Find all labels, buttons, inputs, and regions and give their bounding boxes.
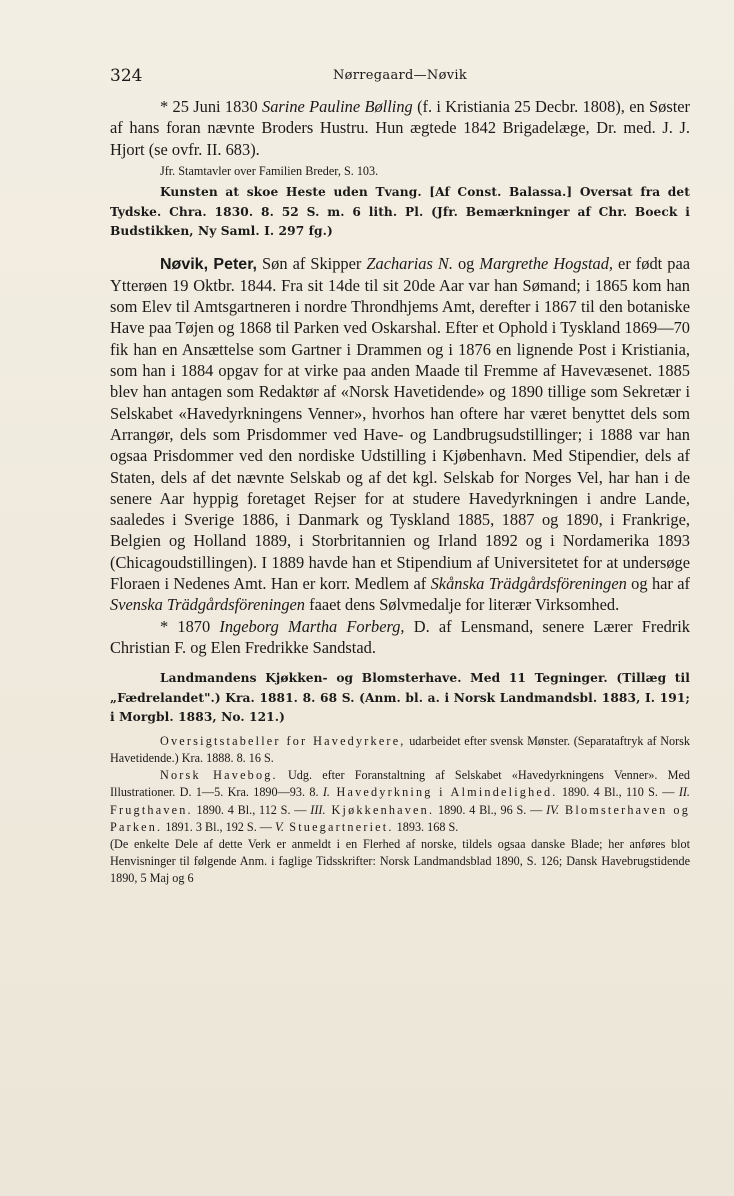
bolling-reference: Jfr. Stamtavler over Familien Breder, S. 103. [160,163,379,178]
person-name: Sarine Pauline Bølling [262,97,413,116]
page-header [110,66,690,88]
review-note: (De enkelte Dele af dette Verk er anmeldt i en Flerhed af norske, tildels ogsaa danske Blade; her anføres blot Henvisninger til følgende Anm. i faglige Tidsskrifter: Norsk Landmandsblad 1890, S. 126; Dansk Havebrugstidende 1890, 5 Maj og 6 [110,836,690,886]
oversigt-bibliography: Oversigtstabeller for Havedyrkere, udarbeidet efter svensk Mønster. (Separataftryk af Norsk Havetidende.) Kra. 1888. 8. 16 S. [110,733,690,765]
spouse-name: Ingeborg Martha Forberg, [219,616,405,636]
marriage-star: * [160,616,169,636]
book-title: Norsk Havebog. [160,768,278,783]
book-title: Oversigtstabeller for Havedyrkere, [160,733,406,748]
father-name: Zacharias N. [366,253,453,273]
landmanden-bibliography: Landmandens Kjøkken- og Blomsterhave. Med 11 Tegninger. (Tillæg til „Fædrelandet".) Kra. 1881. 8. 68 S. (Anm. bl. a. i Norsk Landmandsbl. 1883, I. 191; i Morgbl. 1883, No. 121.) [110,671,690,725]
running-title: Nørregaard—Nøvik [332,68,468,83]
society-name: Svenska Trädgårdsföreningen [110,595,306,615]
biography-heading: Nøvik, Peter, [160,255,257,273]
birth-star: * [160,97,169,116]
mother-name: Margrethe Hogstad, [479,253,613,273]
marriage-entry: * 1870 Ingeborg Martha Forberg, D. af Lensmand, senere Lærer Fredrik Christian F. og Elen Fredrikke Sandstad. [110,616,690,657]
novik-biography: Nøvik, Peter, Søn af Skipper Zacharias N. og Margrethe Hogstad, er født paa Ytterøen 19 Oktbr. 1844. Fra sit 14de til sit 20de Aar var han Sømand; i 1865 kom han som Elev til Amtsgartneren i nordre Throndhjems Amt, derefter i 1867 til den botaniske Have paa Tøjen og 1868 til Parken ved Oskarshal. Efter et Ophold i Tyskland 1869—70 fik han en Ansættelse som Gartner i Drammen og i 1876 en lignende Post i Kristiania, som han i 1884 opgav for at virke paa anden Maade til Fremme af Havevæsenet. 1885 blev han antagen som Redaktør af «Norsk Havetidende» og 1890 tillige som Sekretær i Selskabet «Havedyrkningens Venner», hvorhos han oftere har været benyttet dels som Arrangør, dels som Prisdommer ved Have- og Landbrugsudstillinger; i 1888 var han ogsaa Prisdommer ved den nordiske Udstilling i Kjøbenhavn. Med Stipendier, dels af Staten, dels af det nævnte Selskab og af det kgl. Selskab for Norges Vel, har han i de senere Aar hyppig foretaget Rejser for at studere Havedyrkningen i andre Lande, saaledes i Sverige 1886, i Danmark og Tyskland 1885, 1887 og 1890, i Frankrige, Belgien og Holland 1889, i Storbritannien og Irland 1892 og i Nordamerika 1893 (Chicagoudstillingen). I 1889 havde han et Stipendium af Universitetet for at undersøge Floraen i Nedenes Amt. Han er korr. Medlem af Skånska Trädgårdsföreningen og har af Svenska Trädgårdsföreningen faaet dens Sølvmedalje for literær Virksomhed. [110,253,690,615]
page-content [110,96,690,888]
kunsten-bibliography: Kunsten at skoe Heste uden Tvang. [Af Const. Balassa.] Oversat fra det Tydske. Chra. 1830. 8. 52 S. m. 6 lith. Pl. (Jfr. Bemærkninger af Chr. Boeck i Budstikken, Ny Saml. I. 297 fg.) [110,185,690,239]
havebog-bibliography: Norsk Havebog. Udg. efter Foranstaltning af Selskabet «Havedyrkningens Venner». Med Illustrationer. D. 1—5. Kra. 1890—93. 8. I. Havedyrkning i Almindelighed. 1890. 4 Bl., 110 S. — II. Frugthaven. 1890. 4 Bl., 112 S. — III. Kjøkkenhaven. 1890. 4 Bl., 96 S. — IV. Blomsterhaven og Parken. 1891. 3 Bl., 192 S. — V. Stuegartneriet. 1893. 168 S. [110,768,691,834]
society-name: Skånska Trädgårdsföreningen [430,574,627,594]
page-number: 324 [110,66,143,86]
bolling-entry: * 25 Juni 1830 Sarine Pauline Bølling (f. i Kristiania 25 Decbr. 1808), en Søster af hans foran nævnte Broders Hustru. Hun ægtede 1842 Brigadelæge, Dr. med. J. J. Hjort (se ovfr. II. 683). [110,97,690,159]
